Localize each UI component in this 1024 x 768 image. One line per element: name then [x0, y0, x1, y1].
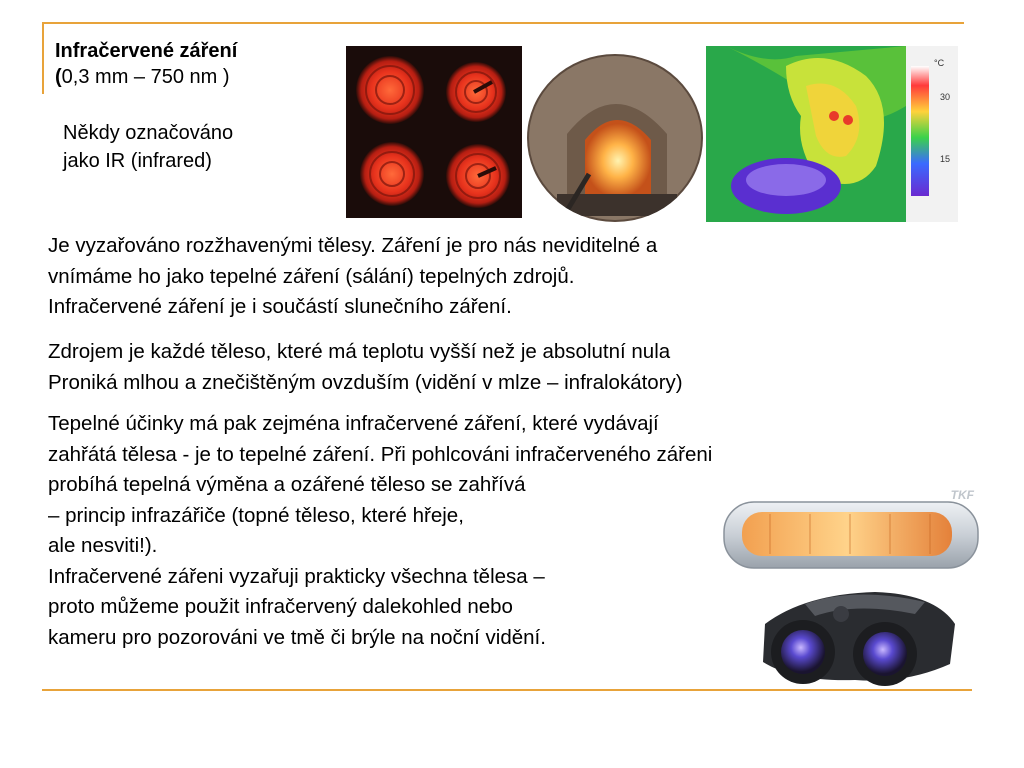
infrared-heater-image — [720, 488, 982, 574]
thermal-scale-tick: 30 — [940, 92, 951, 102]
text-line: proto můžeme použit infračervený dalekohled nebo — [48, 595, 513, 618]
furnace-image — [527, 54, 703, 222]
slide-title — [55, 38, 237, 90]
text-line: kameru pro pozorováni ve tmě či brýle na noční vidění. — [48, 625, 546, 649]
thermal-cat-image — [706, 46, 958, 222]
text-line: Proniká mlhou a znečištěným ovzduším (vidění v mlze – infralokátory) — [48, 370, 683, 394]
text-line: probíhá tepelná výměna a ozářené těleso se zahřívá — [48, 473, 526, 496]
top-rule — [42, 22, 964, 24]
text-line: Infračervené zářeni vyzařuji prakticky všechna tělesa – — [48, 564, 545, 588]
ir-note — [63, 119, 233, 175]
left-rule — [42, 22, 44, 94]
thermal-scale-unit: °C — [934, 58, 945, 68]
binoculars-graphic — [745, 584, 967, 690]
text-line: Je vyzařováno rozžhavenými tělesy. Záření je pro nás neviditelné a — [48, 234, 658, 257]
text-line: Tepelné účinky má pak zejména infračervené záření, které vydávají — [48, 412, 659, 435]
text-line: ale nesviti!). — [48, 534, 158, 557]
note-line: Někdy označováno — [63, 122, 234, 144]
thermal-scale-tick: 15 — [940, 154, 951, 164]
range-open-paren: ( — [55, 66, 62, 88]
thermal-cat-graphic — [706, 46, 958, 222]
text-line: vnímáme ho jako tepelné záření (sálání) tepelných zdrojů. — [48, 264, 575, 288]
furnace-graphic — [527, 54, 703, 222]
paragraph-1 — [48, 231, 657, 323]
wavelength-range: 0,3 mm – 750 nm ) — [61, 66, 230, 88]
text-line: zahřátá tělesa - je to tepelné záření. Při pohlcováni infračerveného zářeni — [48, 442, 713, 466]
paragraph-2 — [48, 337, 683, 398]
stove-coils-graphic — [346, 46, 522, 218]
paragraph-3 — [48, 409, 712, 653]
infrared-heater-graphic — [720, 488, 982, 574]
note-line: jako IR (infrared) — [63, 150, 212, 172]
night-vision-binoculars-image — [745, 584, 967, 690]
title-text: Infračervené záření — [55, 40, 238, 62]
bottom-rule — [42, 689, 972, 691]
text-line: Zdrojem je každé těleso, které má teplotu vyšší než je absolutní nula — [48, 340, 671, 363]
text-line: – princip infrazářiče (topné těleso, které hřeje, — [48, 503, 464, 527]
heater-brand: TKF — [950, 488, 974, 502]
text-line: Infračervené záření je i součástí slunečního záření. — [48, 295, 512, 318]
stove-coils-image — [346, 46, 522, 218]
